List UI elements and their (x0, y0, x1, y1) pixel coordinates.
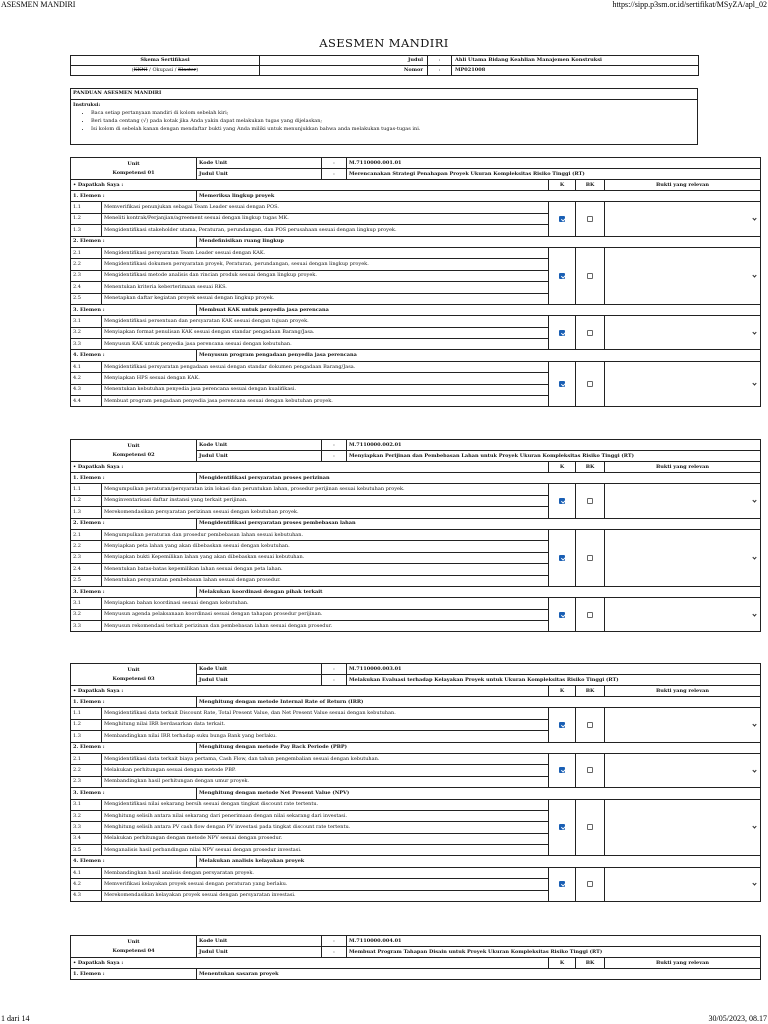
elemen-prefix: Elemen : (79, 192, 105, 199)
k-checkbox[interactable] (559, 273, 565, 279)
kuk-row (71, 316, 761, 327)
kuk-number: 2.5 (71, 575, 102, 586)
elemen-prefix: Elemen : (79, 588, 105, 595)
k-checkbox[interactable] (559, 330, 565, 336)
k-cell (549, 598, 576, 632)
chevron-down-icon (752, 330, 756, 334)
k-header: K (549, 462, 576, 473)
bk-cell (576, 598, 605, 632)
elemen-number: 3. (73, 789, 79, 796)
guide-item: • Beri tanda centang (√) pada kotak jika Anda yakin dapat melakukan tugas yang dijelaskan; (91, 119, 420, 124)
elemen-label (71, 856, 197, 867)
elemen-label (71, 788, 197, 799)
unit-komp-cell (71, 936, 197, 958)
elemen-label (71, 350, 197, 361)
kode-unit-label: Kode Unit (197, 158, 322, 169)
elemen-title: Menyusun program pengadaan penyedia jasa perencana (197, 350, 761, 361)
kuk-number: 1.3 (71, 225, 102, 236)
kuk-text: Menginventarisasi daftar instansi yang terkait perijinan. (102, 495, 549, 506)
kuk-number: 3.3 (71, 339, 102, 350)
unit-table (70, 439, 761, 632)
kuk-number: 1.3 (71, 507, 102, 518)
kuk-text: Merekomendasikan kelayakan proyek sesuai dengan persyaratan investasi. (102, 890, 549, 901)
page-counter: 1 dari 14 (1, 1014, 30, 1023)
dapatkah-label: • Dapatkah Saya : (71, 180, 549, 191)
kuk-number: 3.3 (71, 621, 102, 632)
bukti-select[interactable] (605, 867, 761, 901)
bukti-select[interactable] (605, 247, 761, 304)
elemen-title: Mendefinisikan ruang lingkup (197, 236, 761, 247)
elemen-prefix: Elemen : (79, 744, 105, 751)
judul-unit-label: Judul Unit (197, 947, 322, 958)
unit-label: Unit (127, 938, 140, 945)
kuk-number: 3.1 (71, 799, 102, 810)
kuk-number: 3.2 (71, 609, 102, 620)
bukti-select[interactable] (605, 202, 761, 236)
unit-table (70, 157, 761, 407)
print-datetime: 30/05/2023, 08.17 (708, 1014, 767, 1023)
unit-komp-cell (71, 440, 197, 462)
judul-unit-value: Merencanakan Strategi Penahapan Proyek Ukuran Kompleksitas Risiko Tinggi (RT) (347, 169, 761, 180)
chevron-down-icon (752, 382, 756, 386)
bk-header: BK (576, 462, 605, 473)
elemen-prefix: Elemen : (79, 352, 105, 359)
k-header: K (549, 958, 576, 969)
kuk-row (71, 247, 761, 258)
guide-box (70, 88, 698, 145)
unit-label: Unit (127, 160, 140, 167)
elemen-title: Memeriksa lingkup proyek (197, 191, 761, 202)
kuk-text: Menghitung selisih antara nilai sekarang dari penerimaan dengan nilai sekarang dari investasi. (102, 810, 549, 821)
elemen-prefix: Elemen : (79, 474, 105, 481)
kuk-number: 3.2 (71, 810, 102, 821)
elemen-label (71, 742, 197, 753)
browser-url: https://sipp.p3sm.or.id/sertifikat/MSyZA/apl_02 (612, 0, 767, 9)
kuk-text: Menetapkan daftar kegiatan proyek sesuai dengan lingkup proyek. (102, 293, 549, 304)
kuk-number: 2.3 (71, 270, 102, 281)
kuk-number: 3.5 (71, 845, 102, 856)
kuk-number: 1.2 (71, 719, 102, 730)
kuk-text: Menghitung selisih antara PV cash flow dengan PV investasi pada tingkat discount rate tertentu. (102, 822, 549, 833)
kuk-text: Menentukan kriteria keberterimaan sesuai RKS. (102, 282, 549, 293)
skema-options: (KKNI / Okupasi / Klaster) (71, 66, 260, 76)
kuk-number: 1.1 (71, 202, 102, 213)
judul-unit-label: Judul Unit (197, 451, 322, 462)
skema-sep-1: / (149, 67, 151, 73)
kuk-number: 3.1 (71, 316, 102, 327)
kuk-number: 4.2 (71, 879, 102, 890)
chevron-down-icon (752, 498, 756, 502)
kuk-number: 2.2 (71, 259, 102, 270)
elemen-title: Menghitung dengan metode Net Present Value (NPV) (197, 788, 761, 799)
kode-unit-value: M.7110000.001.01 (347, 158, 761, 169)
kuk-text: Membandingkan nilai IRR terhadap suku bunga Bank yang berlaku. (102, 731, 549, 742)
bk-checkbox[interactable] (587, 498, 593, 504)
kuk-text: Mengumpulkan peraturan/persyaratan izin lokasi dan peruntukan lahan, prosedur perijinan sesuai kebutuhan proyek. (102, 484, 549, 495)
judul-unit-value: Menyiapkan Perijinan dan Pembebasan Lahan untuk Proyek Ukuran Kompleksitas Risiko Tinggi (RT) (347, 451, 761, 462)
dapatkah-label: • Dapatkah Saya : (71, 686, 549, 697)
guide-item: • Isi kolom di sebelah kanan dengan mendaftar bukti yang Anda miliki untuk menunjukkan bahwa anda melakukan tugas-tugas ini. (91, 127, 420, 132)
elemen-number: 4. (73, 352, 79, 359)
chevron-down-icon (752, 722, 756, 726)
bk-cell (576, 316, 605, 350)
colon: : (322, 947, 347, 958)
elemen-label (71, 586, 197, 597)
bk-checkbox[interactable] (587, 612, 593, 618)
kuk-text: Mengidentifikasi persentuan dan persyaratan KAK sesuai dengan tujuan proyek. (102, 316, 549, 327)
kuk-number: 2.3 (71, 552, 102, 563)
kuk-row (71, 484, 761, 495)
colon: : (428, 66, 452, 76)
kuk-text: Melakukan perhitungan sesuai dengan metode PBP. (102, 765, 549, 776)
bukti-select[interactable] (605, 484, 761, 518)
kuk-text: Membandingkan hasil analisis dengan persyaratan proyek. (102, 867, 549, 878)
kuk-text: Menganalisis hasil perbandingan nilai NPV sesuai dengan prosedur investasi. (102, 845, 549, 856)
chevron-down-icon (752, 555, 756, 559)
kuk-number: 4.3 (71, 890, 102, 901)
kuk-number: 2.5 (71, 293, 102, 304)
kuk-text: Menghitung nilai IRR berdasarkan data terkait. (102, 719, 549, 730)
kuk-row (71, 598, 761, 609)
kuk-text: Menyusun rekomendasi terkait perizinan dan pembebasan lahan sesuai dengan prosedur. (102, 621, 549, 632)
elemen-title: Menentukan sasaran proyek (197, 969, 761, 980)
kuk-number: 1.1 (71, 708, 102, 719)
kuk-text: Mengidentifikasi nilai sekarang bersih sesuai dengan tingkat discount rate tertentu. (102, 799, 549, 810)
bukti-header: Bukti yang relevan (605, 462, 761, 473)
bk-cell (576, 708, 605, 742)
judul-unit-value: Membuat Program Tahapan Disain untuk Proyek Ukuran Kompleksitas Risiko Tinggi (RT) (347, 947, 761, 958)
k-checkbox[interactable] (559, 555, 565, 561)
bukti-select[interactable] (605, 361, 761, 407)
kuk-text: Memverifikasi penunjukan sebagai Team Leader sesuai dengan POS. (102, 202, 549, 213)
chevron-down-icon (752, 612, 756, 616)
judul-unit-value: Melakukan Evaluasi terhadap Kelayakan Proyek untuk Ukuran Kompleksitas Risiko Tinggi (RT) (347, 675, 761, 686)
kuk-number: 2.1 (71, 753, 102, 764)
unit-label: Unit (127, 666, 140, 673)
kode-unit-label: Kode Unit (197, 664, 322, 675)
kode-unit-label: Kode Unit (197, 440, 322, 451)
elemen-title: Melakukan analisis kelayakan proyek (197, 856, 761, 867)
chevron-down-icon (752, 768, 756, 772)
kuk-number: 1.2 (71, 213, 102, 224)
k-checkbox[interactable] (559, 216, 565, 222)
judul-label: Judul (260, 56, 428, 66)
kuk-text: Menyiapkan bahan koordinasi sesuai dengan kebutuhan. (102, 598, 549, 609)
bk-cell (576, 529, 605, 586)
chevron-down-icon (752, 825, 756, 829)
elemen-prefix: Elemen : (79, 858, 105, 865)
kuk-number: 2.4 (71, 282, 102, 293)
elemen-prefix: Elemen : (79, 789, 105, 796)
k-checkbox[interactable] (559, 881, 565, 887)
kuk-row (71, 708, 761, 719)
kuk-number: 1.1 (71, 484, 102, 495)
bk-checkbox[interactable] (587, 824, 593, 830)
colon: : (322, 664, 347, 675)
chevron-down-icon (752, 882, 756, 886)
kuk-text: Mengidentifikasi data terkait Discount Rate, Total Present Value, dan Net Present Value sesuai dengan kebutuhan. (102, 708, 549, 719)
elemen-number: 3. (73, 588, 79, 595)
bukti-header: Bukti yang relevan (605, 958, 761, 969)
kuk-text: Mengidentifikasi dokumen persyaratan proyek, Peraturan, perundangan, sesuai dengan lingkup proyek. (102, 259, 549, 270)
document-title: ASESMEN MANDIRI (319, 36, 449, 50)
bukti-header: Bukti yang relevan (605, 180, 761, 191)
kuk-text: Menentukan batas-batas kepemilikan lahan sesuai dengan peta lahan. (102, 564, 549, 575)
kuk-number: 2.2 (71, 541, 102, 552)
elemen-title: Menghitung dengan metode Internal Rate of Return (IRR) (197, 697, 761, 708)
kuk-text: Menyusun KAK untuk penyedia jasa perencana sesuai dengan kebutuhan. (102, 339, 549, 350)
kuk-text: Menyiapkan HPS sesuai dengan KAK. (102, 373, 549, 384)
unit-komp-cell (71, 158, 197, 180)
bukti-select[interactable] (605, 316, 761, 350)
kuk-row (71, 361, 761, 372)
bk-checkbox[interactable] (587, 216, 593, 222)
elemen-label (71, 969, 197, 980)
bk-cell (576, 753, 605, 787)
unit-table (70, 663, 761, 902)
bk-cell (576, 247, 605, 304)
k-header: K (549, 686, 576, 697)
kuk-number: 1.3 (71, 731, 102, 742)
kode-unit-value: M.7110000.002.01 (347, 440, 761, 451)
elemen-number: 1. (73, 970, 79, 977)
kuk-number: 4.2 (71, 373, 102, 384)
k-checkbox[interactable] (559, 824, 565, 830)
bk-cell (576, 799, 605, 856)
elemen-number: 2. (73, 744, 79, 751)
kode-unit-value: M.7110000.003.01 (347, 664, 761, 675)
guide-list (71, 108, 420, 132)
bk-checkbox[interactable] (587, 330, 593, 336)
kuk-number: 4.4 (71, 396, 102, 407)
kode-unit-value: M.7110000.004.01 (347, 936, 761, 947)
k-cell (549, 867, 576, 901)
kuk-text: Membandingkan hasil perhitungan dengan umur proyek. (102, 776, 549, 787)
unit-label: Unit (127, 442, 140, 449)
header-table (70, 55, 699, 76)
elemen-number: 2. (73, 238, 79, 245)
browser-title: ASESMEN MANDIRI (1, 0, 76, 9)
kuk-number: 1.2 (71, 495, 102, 506)
colon: : (322, 936, 347, 947)
elemen-prefix: Elemen : (79, 238, 105, 245)
bk-header: BK (576, 686, 605, 697)
kuk-number: 2.1 (71, 247, 102, 258)
bukti-select[interactable] (605, 753, 761, 787)
bk-cell (576, 202, 605, 236)
bk-cell (576, 484, 605, 518)
elemen-title: Membuat KAK untuk penyedia jasa perencana (197, 304, 761, 315)
skema-kkni: KKNI (133, 67, 148, 73)
kuk-row (71, 202, 761, 213)
elemen-title: Menghitung dengan metode Pay Back Periode (PBP) (197, 742, 761, 753)
elemen-label (71, 518, 197, 529)
elemen-prefix: Elemen : (79, 306, 105, 313)
unit-kompetensi: Kompetensi 04 (112, 947, 155, 954)
kuk-text: Menyiapkan bukti Kepemilikan lahan yang akan dibebaskan sesuai kebutuhan. (102, 552, 549, 563)
elemen-number: 1. (73, 192, 79, 199)
k-checkbox[interactable] (559, 498, 565, 504)
bukti-select[interactable] (605, 529, 761, 586)
kuk-text: Menyusun agenda pelaksanaan koordinasi sesuai dengan tahapan prosedur perijinan. (102, 609, 549, 620)
chevron-down-icon (752, 216, 756, 220)
bk-header: BK (576, 958, 605, 969)
elemen-label (71, 236, 197, 247)
colon: : (428, 56, 452, 66)
k-cell (549, 484, 576, 518)
kuk-number: 2.2 (71, 765, 102, 776)
kuk-number: 3.2 (71, 327, 102, 338)
guide-instr-label: Instruksi: (73, 102, 101, 108)
dapatkah-label: • Dapatkah Saya : (71, 462, 549, 473)
bk-checkbox[interactable] (587, 381, 593, 387)
colon: : (322, 169, 347, 180)
colon: : (322, 451, 347, 462)
kuk-number: 3.3 (71, 822, 102, 833)
kuk-text: Merekomendasikan persyaratan perizinan sesuai dengan kebutuhan proyek. (102, 507, 549, 518)
bk-checkbox[interactable] (587, 273, 593, 279)
kuk-text: Mengidentifikasi metode analisis dan rincian produk sesuai dengan lingkup proyek. (102, 270, 549, 281)
guide-title: PANDUAN ASESMEN MANDIRI (73, 90, 162, 96)
elemen-label (71, 697, 197, 708)
k-cell (549, 708, 576, 742)
bk-header: BK (576, 180, 605, 191)
colon: : (322, 440, 347, 451)
colon: : (322, 675, 347, 686)
kuk-text: Mengidentifikasi stakeholder utama, Peraturan, perundangan, dan POS perusahaan sesuai dengan lingkup proyek. (102, 225, 549, 236)
elemen-number: 2. (73, 520, 79, 527)
kuk-text: Menentukan kebutuhan penyedia jasa perencana sesuai dengan kualifikasi. (102, 384, 549, 395)
kuk-text: Mengidentifikasi persyaratan pengadaan sesuai dengan standar dokumen pengadaan Barang/Jasa. (102, 361, 549, 372)
kuk-number: 4.1 (71, 867, 102, 878)
elemen-number: 1. (73, 474, 79, 481)
k-cell (549, 753, 576, 787)
elemen-title: Mengidentifikasi persyaratan proses perizinan (197, 473, 761, 484)
kuk-number: 2.1 (71, 529, 102, 540)
bk-cell (576, 867, 605, 901)
kode-unit-label: Kode Unit (197, 936, 322, 947)
dapatkah-label: • Dapatkah Saya : (71, 958, 549, 969)
k-checkbox[interactable] (559, 767, 565, 773)
bk-checkbox[interactable] (587, 722, 593, 728)
unit-kompetensi: Kompetensi 01 (112, 169, 155, 176)
k-cell (549, 202, 576, 236)
kuk-number: 4.1 (71, 361, 102, 372)
unit-kompetensi: Kompetensi 03 (112, 675, 155, 682)
skema-klaster: Klaster (178, 67, 197, 73)
elemen-title: Mengidentifikasi persyaratan proses pembebasan lahan (197, 518, 761, 529)
bukti-header: Bukti yang relevan (605, 686, 761, 697)
elemen-label (71, 473, 197, 484)
kuk-text: Menentukan persyaratan pembebasan lahan sesuai dengan prosedur. (102, 575, 549, 586)
k-cell (549, 529, 576, 586)
elemen-label (71, 304, 197, 315)
kuk-row (71, 799, 761, 810)
unit-komp-cell (71, 664, 197, 686)
kuk-number: 3.4 (71, 833, 102, 844)
bk-checkbox[interactable] (587, 767, 593, 773)
colon: : (322, 158, 347, 169)
kuk-number: 2.3 (71, 776, 102, 787)
k-checkbox[interactable] (559, 612, 565, 618)
kuk-number: 3.1 (71, 598, 102, 609)
kuk-text: Mengidentifikasi persyaratan Team Leader sesuai dengan KAK. (102, 247, 549, 258)
bk-cell (576, 361, 605, 407)
kuk-text: Mengumpulkan peraturan dan prosedur pembebasan lahan sesuai kebutuhan. (102, 529, 549, 540)
skema-label: Skema Sertifikasi (71, 56, 260, 66)
k-cell (549, 316, 576, 350)
bukti-select[interactable] (605, 598, 761, 632)
kuk-text: Menyiapkan peta lahan yang akan dibebaskan sesuai dengan kebutuhan. (102, 541, 549, 552)
judul-unit-label: Judul Unit (197, 675, 322, 686)
kuk-text: Memverifikasi kelayakan proyek sesuai dengan peraturan yang berlaku. (102, 879, 549, 890)
unit-table (70, 935, 761, 980)
skema-sep-2: / (174, 67, 177, 73)
bukti-select[interactable] (605, 799, 761, 856)
elemen-label (71, 191, 197, 202)
elemen-number: 1. (73, 698, 79, 705)
unit-kompetensi: Kompetensi 02 (112, 451, 155, 458)
k-cell (549, 361, 576, 407)
bk-checkbox[interactable] (587, 555, 593, 561)
kuk-number: 2.4 (71, 564, 102, 575)
skema-okupasi: Okupasi (152, 67, 174, 73)
k-cell (549, 799, 576, 856)
elemen-prefix: Elemen : (79, 970, 105, 977)
guide-item: • Baca setiap pertanyaan mandiri di kolom sebelah kiri; (91, 111, 420, 116)
kuk-text: Melakukan perhitungan dengan metode NPV sesuai dengan prosedur. (102, 833, 549, 844)
elemen-prefix: Elemen : (79, 698, 105, 705)
kuk-row (71, 867, 761, 878)
elemen-prefix: Elemen : (79, 520, 105, 527)
kuk-text: Meneliti kontrak/Perjanjian/agreement sesuai dengan lingkup tugas MK. (102, 213, 549, 224)
nomor-label: Nomor (260, 66, 428, 76)
bukti-select[interactable] (605, 708, 761, 742)
kuk-number: 4.3 (71, 384, 102, 395)
k-cell (549, 247, 576, 304)
k-checkbox[interactable] (559, 381, 565, 387)
elemen-number: 3. (73, 306, 79, 313)
k-header: K (549, 180, 576, 191)
kuk-row (71, 753, 761, 764)
kuk-text: Menyiapkan format penulisan KAK sesuai dengan standar pengadaan Barang/Jasa. (102, 327, 549, 338)
judul-value: Ahli Utama Bidang Keahlian Manajemen Konstruksi (452, 56, 699, 66)
kuk-text: Mengidentifikasi data terkait biaya pertama, Cash Flow, dan tahun pengembalian sesuai dengan kebutuhan. (102, 753, 549, 764)
nomor-value: MP021008 (452, 66, 699, 76)
bk-checkbox[interactable] (587, 881, 593, 887)
elemen-title: Melakukan koordinasi dengan pihak terkait (197, 586, 761, 597)
elemen-number: 4. (73, 858, 79, 865)
chevron-down-icon (752, 273, 756, 277)
k-checkbox[interactable] (559, 722, 565, 728)
judul-unit-label: Judul Unit (197, 169, 322, 180)
kuk-row (71, 529, 761, 540)
kuk-text: Membuat program pengadaan penyedia jasa perencana sesuai dengan kebutuhan proyek. (102, 396, 549, 407)
